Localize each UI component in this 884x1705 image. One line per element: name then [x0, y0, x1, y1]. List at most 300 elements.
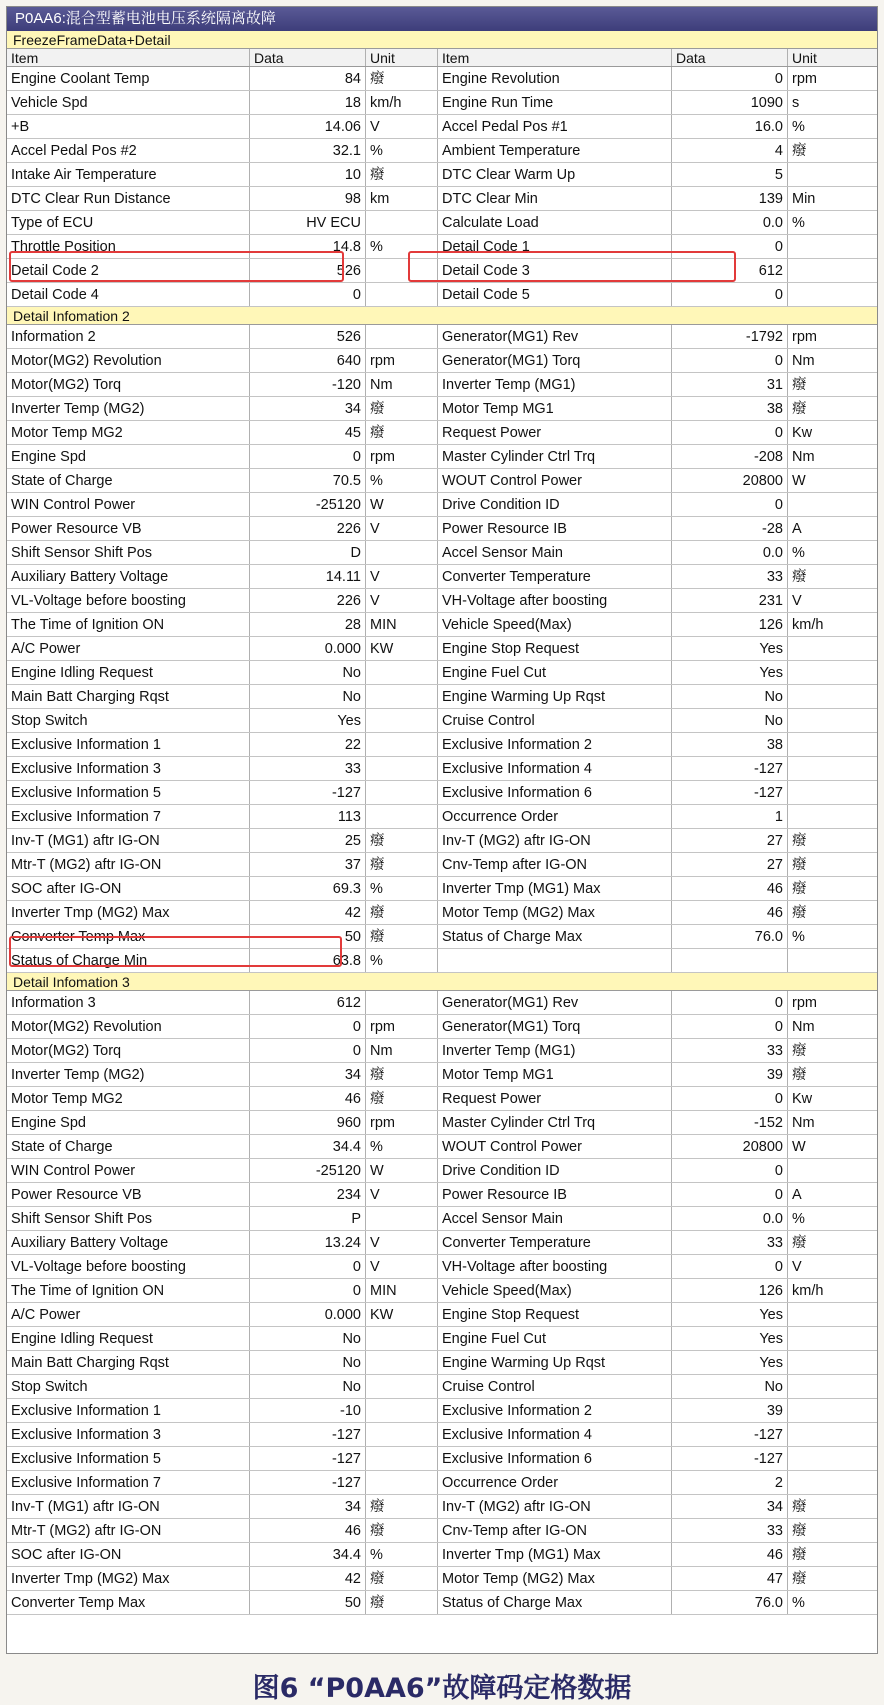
item-cell: Detail Code 4	[7, 283, 250, 306]
item-cell: Status of Charge Max	[438, 1591, 672, 1614]
value-cell: 0	[250, 283, 366, 306]
unit-cell: 癈	[792, 1571, 807, 1587]
section-header: Detail Infomation 2	[7, 307, 877, 325]
table-row	[7, 67, 877, 91]
item-cell: Engine Warming Up Rqst	[438, 1351, 672, 1374]
unit-cell: A	[792, 521, 802, 537]
value-cell: No	[250, 1375, 366, 1398]
value-cell: No	[672, 685, 788, 708]
unit-cell: MIN	[366, 1279, 438, 1302]
item-cell: Mtr-T (MG2) aftr IG-ON	[7, 853, 250, 876]
value-cell: 14.11	[250, 565, 366, 588]
unit-cell	[788, 781, 877, 804]
unit-cell	[788, 259, 877, 282]
value-cell: 33	[672, 1519, 788, 1542]
value-cell: 612	[250, 991, 366, 1014]
table-row	[7, 1591, 877, 1615]
value-cell: 22	[250, 733, 366, 756]
item-cell: Type of ECU	[7, 211, 250, 234]
table-row	[7, 991, 877, 1015]
value-cell: 226	[250, 517, 366, 540]
value-cell: 46	[672, 901, 788, 924]
item-cell: Power Resource VB	[7, 517, 250, 540]
table-row	[7, 709, 877, 733]
item-cell: WIN Control Power	[7, 1159, 250, 1182]
value-cell: 63.8	[250, 949, 366, 972]
unit-cell: Kw	[792, 425, 813, 441]
value-cell: 33	[672, 1039, 788, 1062]
item-cell: Exclusive Information 5	[7, 781, 250, 804]
table-row	[7, 1567, 877, 1591]
value-cell: 0	[250, 1279, 366, 1302]
value-cell: 0	[672, 1183, 788, 1206]
unit-cell: 癈	[366, 1495, 438, 1518]
table-row	[7, 1111, 877, 1135]
unit-cell	[366, 757, 438, 780]
value-cell: -127	[672, 781, 788, 804]
unit-cell: V	[366, 517, 438, 540]
unit-cell	[366, 805, 438, 828]
item-cell: Drive Condition ID	[438, 493, 672, 516]
value-cell: 42	[250, 901, 366, 924]
table-row	[7, 283, 877, 307]
value-cell: -127	[250, 1447, 366, 1470]
value-cell: 0	[672, 493, 788, 516]
table-row	[7, 1207, 877, 1231]
unit-cell: Nm	[792, 1019, 815, 1035]
unit-cell	[788, 685, 877, 708]
section-header: FreezeFrameData+Detail	[7, 31, 877, 49]
item-cell: Motor(MG2) Torq	[7, 1039, 250, 1062]
unit-cell	[366, 709, 438, 732]
item-cell: DTC Clear Warm Up	[438, 163, 672, 186]
unit-cell	[788, 1303, 877, 1326]
value-cell: 34	[672, 1495, 788, 1518]
unit-cell	[788, 949, 877, 972]
unit-cell	[788, 805, 877, 828]
value-cell: 42	[250, 1567, 366, 1590]
table-row	[7, 1495, 877, 1519]
value-cell: 46	[672, 877, 788, 900]
table-row	[7, 1471, 877, 1495]
item-cell: Engine Spd	[7, 445, 250, 468]
value-cell: 0	[672, 1087, 788, 1110]
unit-cell: 癈	[792, 1499, 807, 1515]
item-cell: Converter Temperature	[438, 565, 672, 588]
unit-cell: 癈	[366, 901, 438, 924]
item-cell: Auxiliary Battery Voltage	[7, 565, 250, 588]
value-cell: 0.0	[672, 541, 788, 564]
unit-cell	[366, 1399, 438, 1422]
item-cell: Exclusive Information 6	[438, 781, 672, 804]
unit-cell: 癈	[792, 1067, 807, 1083]
unit-cell: Kw	[792, 1091, 813, 1107]
item-cell: Motor(MG2) Torq	[7, 373, 250, 396]
value-cell: 34.4	[250, 1543, 366, 1566]
table-row	[7, 1087, 877, 1111]
value-cell: 0.000	[250, 1303, 366, 1326]
item-cell: Converter Temperature	[438, 1231, 672, 1254]
value-cell: 526	[250, 259, 366, 282]
unit-cell: 癈	[792, 833, 807, 849]
value-cell: -127	[672, 757, 788, 780]
item-cell: Exclusive Information 5	[7, 1447, 250, 1470]
unit-cell	[366, 661, 438, 684]
value-cell: 2	[672, 1471, 788, 1494]
freeze-frame-window	[6, 6, 878, 1654]
item-cell: Ambient Temperature	[438, 139, 672, 162]
value-cell: 39	[672, 1063, 788, 1086]
unit-cell	[366, 325, 438, 348]
unit-cell: 癈	[792, 377, 807, 393]
unit-cell: 癈	[792, 1547, 807, 1563]
table-row	[7, 373, 877, 397]
item-cell: Inv-T (MG1) aftr IG-ON	[7, 1495, 250, 1518]
value-cell: 960	[250, 1111, 366, 1134]
unit-cell: %	[792, 215, 805, 231]
unit-cell: %	[366, 1543, 438, 1566]
item-cell: Power Resource VB	[7, 1183, 250, 1206]
value-cell: -208	[672, 445, 788, 468]
unit-cell	[366, 1351, 438, 1374]
unit-cell: Nm	[366, 373, 438, 396]
value-cell: 526	[250, 325, 366, 348]
column-header: Data	[250, 49, 366, 66]
unit-cell: W	[366, 1159, 438, 1182]
value-cell: 76.0	[672, 925, 788, 948]
unit-cell: rpm	[792, 995, 817, 1011]
item-cell: Status of Charge Max	[438, 925, 672, 948]
unit-cell: Nm	[792, 449, 815, 465]
item-cell: Inverter Tmp (MG1) Max	[438, 877, 672, 900]
unit-cell	[788, 637, 877, 660]
value-cell: 226	[250, 589, 366, 612]
value-cell: 612	[672, 259, 788, 282]
unit-cell: V	[792, 1259, 802, 1275]
item-cell: Cruise Control	[438, 1375, 672, 1398]
table-row	[7, 685, 877, 709]
value-cell: 640	[250, 349, 366, 372]
value-cell: 0	[672, 421, 788, 444]
unit-cell: %	[366, 139, 438, 162]
table-row	[7, 349, 877, 373]
table-row	[7, 421, 877, 445]
item-cell: Motor(MG2) Revolution	[7, 1015, 250, 1038]
value-cell: 25	[250, 829, 366, 852]
value-cell: 0	[250, 1255, 366, 1278]
unit-cell: KW	[366, 1303, 438, 1326]
table-row	[7, 1399, 877, 1423]
item-cell: Cnv-Temp after IG-ON	[438, 853, 672, 876]
item-cell: State of Charge	[7, 469, 250, 492]
column-header-row	[7, 49, 877, 67]
table-row	[7, 1159, 877, 1183]
item-cell: VH-Voltage after boosting	[438, 1255, 672, 1278]
table-row	[7, 397, 877, 421]
unit-cell	[788, 661, 877, 684]
data-table	[7, 31, 877, 1615]
value-cell: 37	[250, 853, 366, 876]
unit-cell: 癈	[792, 857, 807, 873]
table-row	[7, 805, 877, 829]
item-cell: The Time of Ignition ON	[7, 613, 250, 636]
unit-cell: 癈	[792, 401, 807, 417]
item-cell: Exclusive Information 7	[7, 1471, 250, 1494]
unit-cell: %	[366, 1135, 438, 1158]
unit-cell: V	[366, 565, 438, 588]
unit-cell: 癈	[792, 1043, 807, 1059]
table-row	[7, 1423, 877, 1447]
value-cell: 231	[672, 589, 788, 612]
figure-caption: 图6 “P0AA6”故障码定格数据	[252, 1673, 632, 1704]
item-cell: WOUT Control Power	[438, 469, 672, 492]
unit-cell: 癈	[366, 1063, 438, 1086]
unit-cell: 癈	[366, 1087, 438, 1110]
item-cell: VL-Voltage before boosting	[7, 1255, 250, 1278]
value-cell: P	[250, 1207, 366, 1230]
unit-cell: V	[792, 593, 802, 609]
item-cell: Engine Stop Request	[438, 637, 672, 660]
unit-cell: Nm	[792, 353, 815, 369]
item-cell: Calculate Load	[438, 211, 672, 234]
unit-cell: 癈	[366, 1519, 438, 1542]
column-header: Item	[438, 49, 672, 66]
item-cell: Engine Stop Request	[438, 1303, 672, 1326]
table-row	[7, 1231, 877, 1255]
item-cell: Exclusive Information 2	[438, 1399, 672, 1422]
item-cell: Exclusive Information 4	[438, 757, 672, 780]
unit-cell: rpm	[792, 329, 817, 345]
unit-cell	[788, 1447, 877, 1470]
item-cell: Converter Temp Max	[7, 1591, 250, 1614]
value-cell: 0.0	[672, 1207, 788, 1230]
value-cell: 33	[250, 757, 366, 780]
unit-cell: 癈	[792, 143, 807, 159]
unit-cell: A	[792, 1187, 802, 1203]
value-cell: 84	[250, 67, 366, 90]
item-cell: Mtr-T (MG2) aftr IG-ON	[7, 1519, 250, 1542]
item-cell: Accel Pedal Pos #2	[7, 139, 250, 162]
unit-cell	[788, 493, 877, 516]
item-cell: A/C Power	[7, 1303, 250, 1326]
table-row	[7, 733, 877, 757]
table-row	[7, 259, 877, 283]
unit-cell	[788, 1375, 877, 1398]
item-cell: Exclusive Information 7	[7, 805, 250, 828]
table-row	[7, 781, 877, 805]
item-cell: Detail Code 3	[438, 259, 672, 282]
table-row	[7, 115, 877, 139]
value-cell: 0	[672, 283, 788, 306]
item-cell: Exclusive Information 3	[7, 757, 250, 780]
table-row	[7, 949, 877, 973]
unit-cell: 癈	[366, 1567, 438, 1590]
value-cell: -127	[250, 1471, 366, 1494]
item-cell: Engine Revolution	[438, 67, 672, 90]
unit-cell: W	[792, 1139, 806, 1155]
table-row	[7, 1063, 877, 1087]
unit-cell: %	[792, 1595, 805, 1611]
item-cell: Generator(MG1) Rev	[438, 991, 672, 1014]
unit-cell: %	[366, 235, 438, 258]
value-cell: 13.24	[250, 1231, 366, 1254]
table-row	[7, 235, 877, 259]
table-row	[7, 1279, 877, 1303]
table-row	[7, 325, 877, 349]
value-cell: -127	[672, 1423, 788, 1446]
unit-cell: V	[366, 1183, 438, 1206]
table-row	[7, 163, 877, 187]
unit-cell: W	[792, 473, 806, 489]
item-cell: State of Charge	[7, 1135, 250, 1158]
item-cell: Generator(MG1) Torq	[438, 349, 672, 372]
unit-cell: Min	[792, 191, 816, 207]
item-cell: Motor Temp MG1	[438, 397, 672, 420]
value-cell: 0	[672, 1255, 788, 1278]
value-cell: 98	[250, 187, 366, 210]
value-cell: 0	[250, 1015, 366, 1038]
column-header: Item	[7, 49, 250, 66]
value-cell: 46	[250, 1519, 366, 1542]
item-cell: Motor Temp (MG2) Max	[438, 901, 672, 924]
value-cell: 14.06	[250, 115, 366, 138]
item-cell: Engine Warming Up Rqst	[438, 685, 672, 708]
item-cell: Engine Fuel Cut	[438, 661, 672, 684]
item-cell: Detail Code 2	[7, 259, 250, 282]
table-row	[7, 1039, 877, 1063]
unit-cell: 癈	[792, 881, 807, 897]
value-cell: -28	[672, 517, 788, 540]
item-cell: Master Cylinder Ctrl Trq	[438, 1111, 672, 1134]
unit-cell: 癈	[366, 925, 438, 948]
item-cell: Engine Fuel Cut	[438, 1327, 672, 1350]
table-row	[7, 853, 877, 877]
unit-cell: 癈	[366, 853, 438, 876]
value-cell: 0	[672, 1015, 788, 1038]
item-cell: WIN Control Power	[7, 493, 250, 516]
item-cell: Information 3	[7, 991, 250, 1014]
table-row	[7, 829, 877, 853]
table-row	[7, 1327, 877, 1351]
item-cell: Exclusive Information 1	[7, 733, 250, 756]
item-cell: Accel Sensor Main	[438, 1207, 672, 1230]
item-cell: Vehicle Speed(Max)	[438, 1279, 672, 1302]
unit-cell: V	[366, 589, 438, 612]
item-cell: Intake Air Temperature	[7, 163, 250, 186]
table-row	[7, 1015, 877, 1039]
unit-cell	[788, 1471, 877, 1494]
value-cell: 34	[250, 1063, 366, 1086]
item-cell: Inv-T (MG1) aftr IG-ON	[7, 829, 250, 852]
unit-cell: 癈	[366, 163, 438, 186]
value-cell: -152	[672, 1111, 788, 1134]
unit-cell: 癈	[366, 397, 438, 420]
value-cell: 10	[250, 163, 366, 186]
table-row	[7, 757, 877, 781]
item-cell: Exclusive Information 2	[438, 733, 672, 756]
value-cell: Yes	[672, 1351, 788, 1374]
value-cell	[672, 949, 788, 972]
table-row	[7, 211, 877, 235]
unit-cell: %	[366, 949, 438, 972]
item-cell: Drive Condition ID	[438, 1159, 672, 1182]
unit-cell	[366, 1423, 438, 1446]
value-cell: 0	[672, 235, 788, 258]
table-row	[7, 1351, 877, 1375]
item-cell: Exclusive Information 3	[7, 1423, 250, 1446]
unit-cell: rpm	[366, 349, 438, 372]
item-cell: DTC Clear Min	[438, 187, 672, 210]
table-row	[7, 469, 877, 493]
value-cell: 27	[672, 853, 788, 876]
unit-cell: %	[792, 929, 805, 945]
item-cell: Inverter Temp (MG2)	[7, 1063, 250, 1086]
unit-cell: V	[366, 115, 438, 138]
unit-cell: km	[366, 187, 438, 210]
unit-cell	[366, 991, 438, 1014]
value-cell: 50	[250, 925, 366, 948]
item-cell: Throttle Position	[7, 235, 250, 258]
unit-cell: 癈	[792, 1523, 807, 1539]
item-cell: Accel Pedal Pos #1	[438, 115, 672, 138]
item-cell	[438, 949, 672, 972]
item-cell: The Time of Ignition ON	[7, 1279, 250, 1302]
value-cell: No	[250, 1351, 366, 1374]
table-row	[7, 139, 877, 163]
item-cell: Inverter Tmp (MG2) Max	[7, 901, 250, 924]
unit-cell	[788, 283, 877, 306]
unit-cell	[366, 1207, 438, 1230]
value-cell: Yes	[672, 661, 788, 684]
column-header: Unit	[366, 49, 438, 66]
value-cell: 32.1	[250, 139, 366, 162]
item-cell: Inv-T (MG2) aftr IG-ON	[438, 1495, 672, 1518]
value-cell: 0	[672, 991, 788, 1014]
table-row	[7, 517, 877, 541]
value-cell: 39	[672, 1399, 788, 1422]
value-cell: 45	[250, 421, 366, 444]
unit-cell	[788, 1159, 877, 1182]
item-cell: Motor Temp MG2	[7, 1087, 250, 1110]
value-cell: 33	[672, 565, 788, 588]
value-cell: 34.4	[250, 1135, 366, 1158]
value-cell: 31	[672, 373, 788, 396]
item-cell: Inverter Tmp (MG2) Max	[7, 1567, 250, 1590]
item-cell: WOUT Control Power	[438, 1135, 672, 1158]
unit-cell: 癈	[792, 905, 807, 921]
item-cell: Converter Temp Max	[7, 925, 250, 948]
value-cell: 38	[672, 397, 788, 420]
unit-cell	[366, 685, 438, 708]
item-cell: Motor Temp (MG2) Max	[438, 1567, 672, 1590]
value-cell: 69.3	[250, 877, 366, 900]
table-row	[7, 1375, 877, 1399]
unit-cell: km/h	[366, 91, 438, 114]
unit-cell	[366, 1447, 438, 1470]
item-cell: Detail Code 5	[438, 283, 672, 306]
unit-cell	[366, 283, 438, 306]
item-cell: Engine Idling Request	[7, 661, 250, 684]
unit-cell: km/h	[792, 617, 824, 633]
table-row	[7, 589, 877, 613]
item-cell: Cnv-Temp after IG-ON	[438, 1519, 672, 1542]
item-cell: SOC after IG-ON	[7, 877, 250, 900]
value-cell: No	[250, 1327, 366, 1350]
item-cell: Cruise Control	[438, 709, 672, 732]
unit-cell	[788, 1423, 877, 1446]
value-cell: 0	[672, 1159, 788, 1182]
item-cell: +B	[7, 115, 250, 138]
